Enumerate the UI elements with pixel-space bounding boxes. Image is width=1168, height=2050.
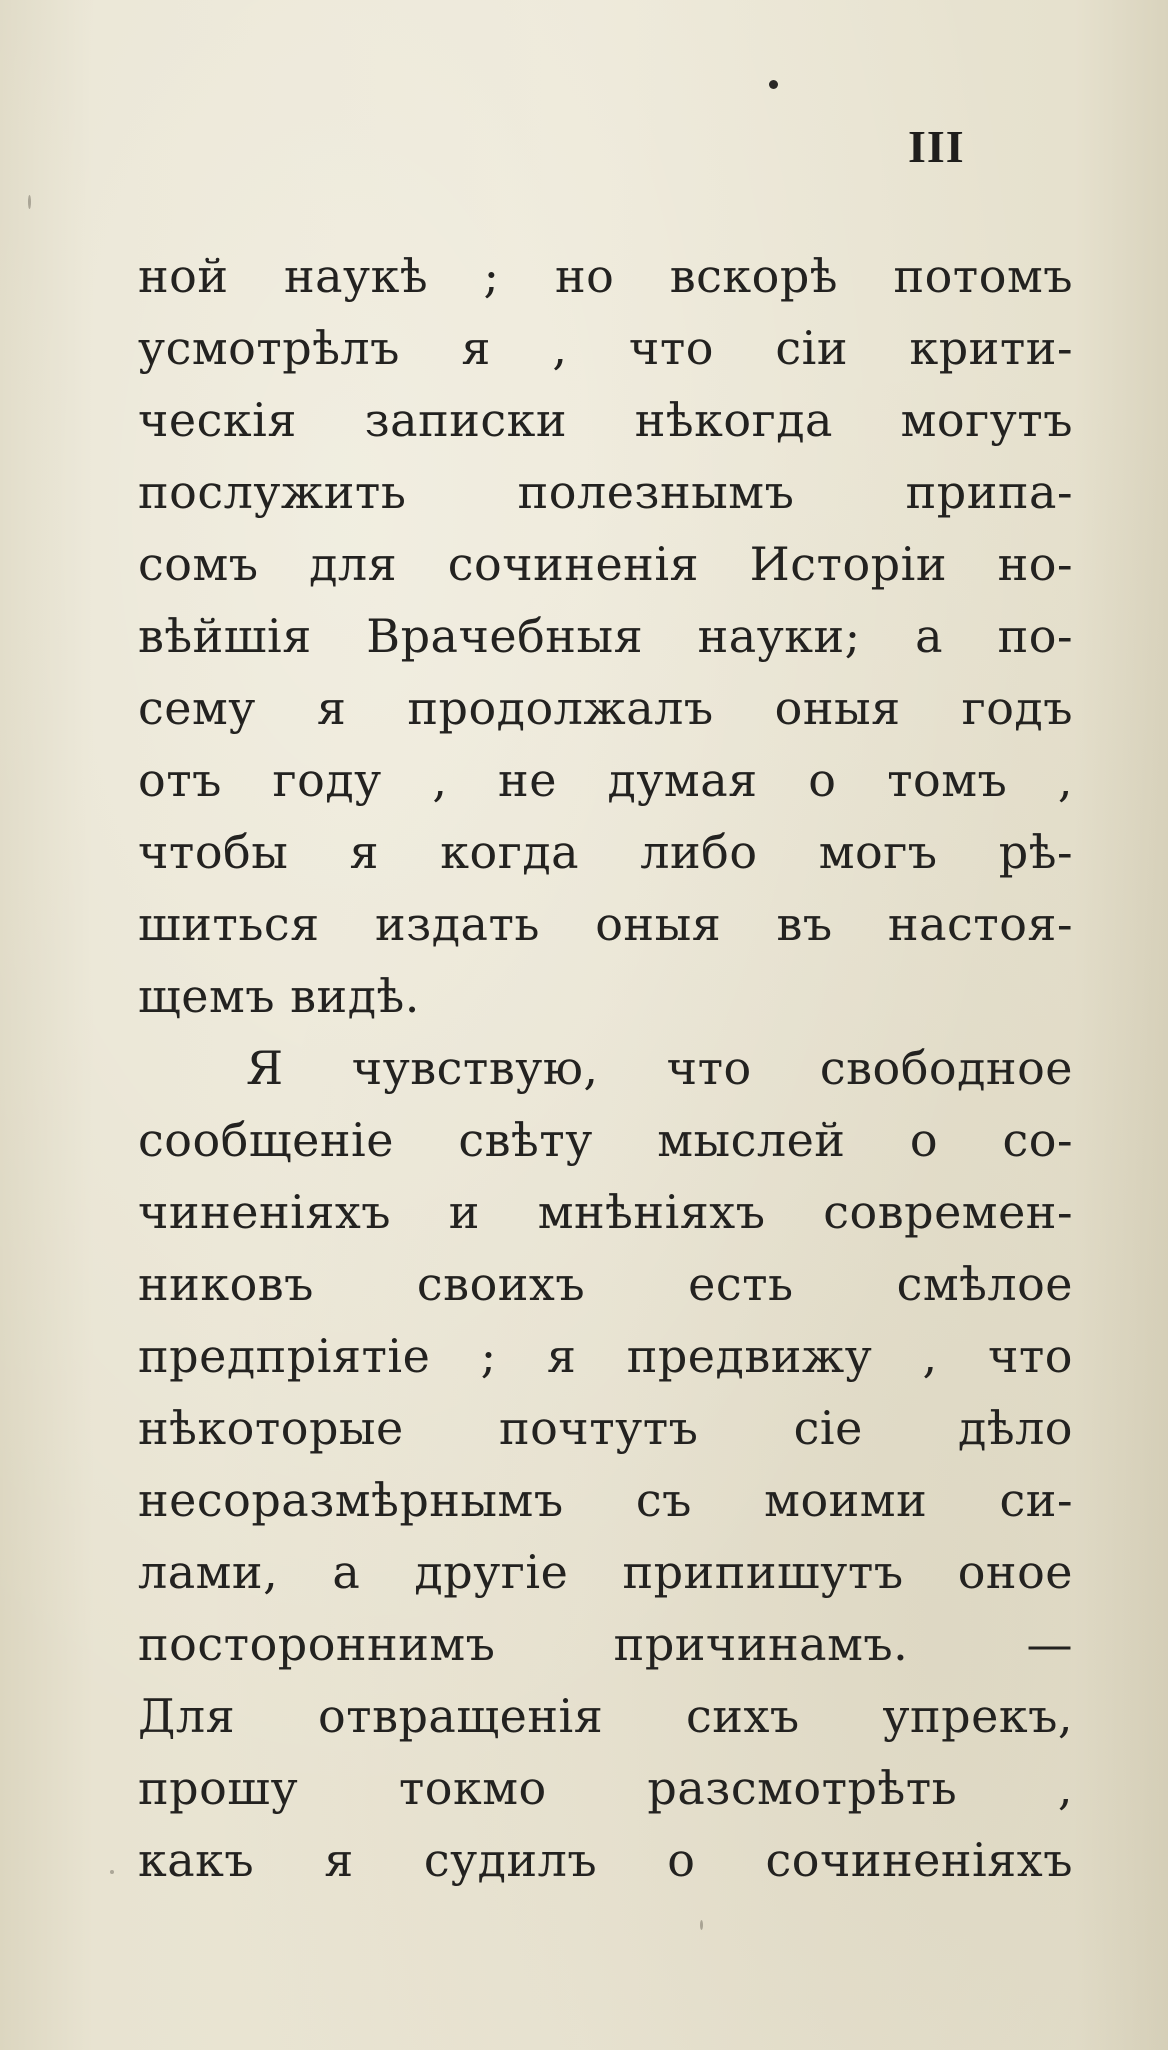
text-line: шиться издать оныя въ настоя- [138,897,1073,951]
page-number: III [908,121,965,172]
text-line: нѣкоторые почтутъ сіе дѣло [138,1401,1073,1455]
text-line: предпріятіе ; я предвижу , что [138,1329,1073,1383]
text-line: никовъ своихъ есть смѣлое [138,1257,1073,1311]
paper-speck [110,1870,114,1874]
paragraph-first-line: Я чувствую, что свободное [246,1041,1073,1095]
paper-speck [28,195,31,209]
text-line: сему я продолжалъ оныя годъ [138,681,1073,735]
text-line: постороннимъ причинамъ. — [138,1617,1073,1671]
printer-mark-dot [769,80,778,89]
text-line: сообщеніе свѣту мыслей о со- [138,1113,1073,1167]
text-line: послужить полезнымъ припа- [138,465,1073,519]
text-line: ческія записки нѣкогда могутъ [138,393,1073,447]
text-line: несоразмѣрнымъ съ моими си- [138,1473,1073,1527]
text-line: лами, а другіе припишутъ оное [138,1545,1073,1599]
paragraph-end-line: щемъ видѣ. [138,969,420,1023]
paper-speck [700,1920,703,1930]
text-line: отъ году , не думая о томъ , [138,753,1073,807]
text-line: усмотрѣлъ я , что сіи крити- [138,321,1073,375]
text-line: сомъ для сочиненія Исторіи но- [138,537,1073,591]
text-line: ной наукѣ ; но вскорѣ потомъ [138,249,1073,303]
text-line: какъ я судилъ о сочиненіяхъ [138,1833,1073,1887]
text-line: Для отвращенія сихъ упрекъ, [138,1689,1073,1743]
body-text [138,240,1073,1896]
text-line: чиненіяхъ и мнѣніяхъ современ- [138,1185,1073,1239]
text-line: чтобы я когда либо могъ рѣ- [138,825,1073,879]
text-line: прошу токмо разсмотрѣть , [138,1761,1073,1815]
text-line: вѣйшія Врачебныя науки; а по- [138,609,1073,663]
